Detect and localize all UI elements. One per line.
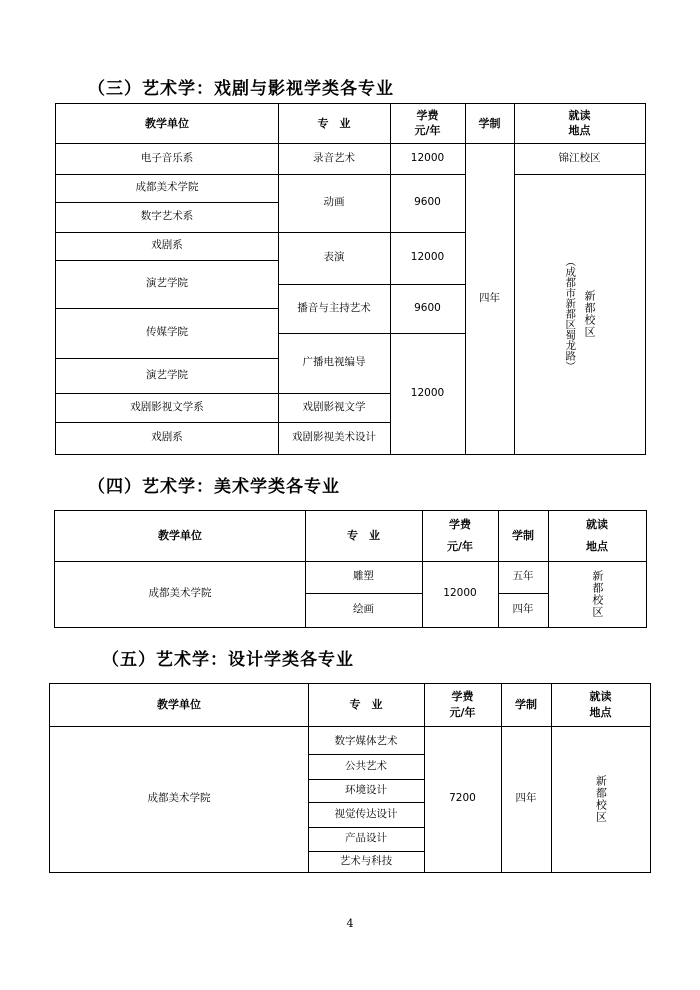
- table-cell-unit: 成都美术学院: [147, 792, 211, 805]
- table-cell-duration: 五年: [512, 570, 534, 583]
- section5-title: （五）艺术学：设计学类各专业: [102, 650, 354, 670]
- table-cell-unit: 演艺学院: [146, 277, 188, 290]
- header-major: 专 业: [347, 529, 380, 543]
- table-cell-location-merged: [514, 174, 645, 454]
- table-cell-location: [551, 726, 650, 872]
- table-cell-duration: 四年: [515, 792, 537, 805]
- table-cell-unit: 演艺学院: [146, 368, 188, 381]
- table-cell-unit: 成都美术学院: [148, 587, 212, 600]
- header-unit: 教学单位: [145, 116, 189, 130]
- table-cell-major: 视觉传达设计: [334, 807, 398, 820]
- table-cell-major: 公共艺术: [345, 759, 387, 772]
- table-cell-major: 雕塑: [353, 570, 374, 583]
- table-cell-duration: 四年: [479, 291, 500, 304]
- campus-name: 新都校区: [590, 570, 604, 618]
- section3-title: （三）艺术学：戏剧与影视学类各专业: [88, 79, 394, 99]
- table-cell-major: 广播电视编导: [302, 356, 366, 369]
- table-cell-duration: 四年: [512, 603, 534, 616]
- header-location-line2: 地点: [589, 706, 612, 719]
- table-cell-unit: 戏剧影视文学系: [130, 400, 204, 413]
- table-cell-fee: 9600: [414, 196, 441, 209]
- table-cell-fee: 9600: [414, 301, 441, 314]
- header-major: 专 业: [317, 116, 351, 130]
- header-duration: 学制: [515, 698, 537, 712]
- table-cell-unit: 成都美术学院: [135, 181, 199, 194]
- header-location-line1: 就读: [568, 109, 591, 123]
- table-cell-unit: 戏剧系: [151, 239, 183, 252]
- section5-table: [49, 683, 651, 873]
- table-cell-major: 环境设计: [345, 783, 387, 796]
- header-fee-line2: 元/年: [449, 706, 476, 719]
- header-location: [514, 104, 645, 143]
- header-location-line1: 就读: [586, 518, 608, 532]
- table-cell-major: 数字媒体艺术: [334, 735, 398, 748]
- campus-name: 新都校区: [594, 775, 608, 823]
- table-cell-major: 录音艺术: [313, 151, 355, 164]
- section3-table: [55, 103, 646, 455]
- header-unit: 教学单位: [158, 529, 202, 543]
- campus-name: 新都校区: [582, 290, 596, 338]
- header-fee-line2: 元/年: [414, 124, 441, 137]
- header-location-line1: 就读: [589, 690, 612, 704]
- header-duration: 学制: [512, 529, 534, 543]
- table-cell-location: 锦江校区: [558, 151, 601, 164]
- campus-address: （成都市新都区蜀龙路）: [564, 256, 577, 372]
- table-cell-fee: 7200: [449, 792, 476, 805]
- table-cell-fee: 12000: [410, 251, 445, 264]
- page-number: 4: [346, 917, 354, 930]
- header-fee-line1: 学费: [416, 109, 439, 123]
- header-fee: [424, 684, 501, 726]
- header-unit: 教学单位: [157, 698, 201, 712]
- table-cell-fee: 12000: [410, 386, 445, 399]
- table-cell-major: 动画: [323, 196, 345, 209]
- table-cell-major: 表演: [323, 251, 345, 264]
- table-cell-unit: 数字艺术系: [140, 210, 194, 223]
- header-location-line2: 地点: [586, 540, 608, 553]
- header-fee-line1: 学费: [449, 518, 471, 532]
- section4-title: （四）艺术学：美术学类各专业: [88, 477, 340, 497]
- header-fee-line1: 学费: [451, 690, 474, 704]
- table-cell-major: 播音与主持艺术: [297, 301, 371, 314]
- table-cell-fee: 12000: [443, 587, 477, 600]
- table-cell-fee: 12000: [410, 151, 445, 164]
- table-cell-major: 戏剧影视美术设计: [292, 431, 376, 444]
- header-location: [548, 511, 646, 561]
- header-duration: 学制: [478, 116, 501, 130]
- header-fee: [390, 104, 465, 143]
- header-major: 专 业: [349, 698, 383, 712]
- table-cell-major: 绘画: [353, 603, 374, 616]
- table-cell-unit: 传媒学院: [146, 326, 188, 339]
- table-cell-location: [548, 561, 646, 627]
- table-cell-major: 艺术与科技: [339, 854, 393, 867]
- table-cell-unit: 电子音乐系: [140, 151, 194, 164]
- header-location: [551, 684, 650, 726]
- section4-table: [54, 510, 647, 628]
- table-cell-major: 戏剧影视文学: [302, 400, 366, 413]
- header-fee-line2: 元/年: [446, 540, 474, 553]
- header-location-line2: 地点: [568, 124, 591, 137]
- table-cell-major: 产品设计: [345, 832, 387, 845]
- header-fee: [422, 511, 498, 561]
- table-cell-unit: 戏剧系: [151, 431, 183, 444]
